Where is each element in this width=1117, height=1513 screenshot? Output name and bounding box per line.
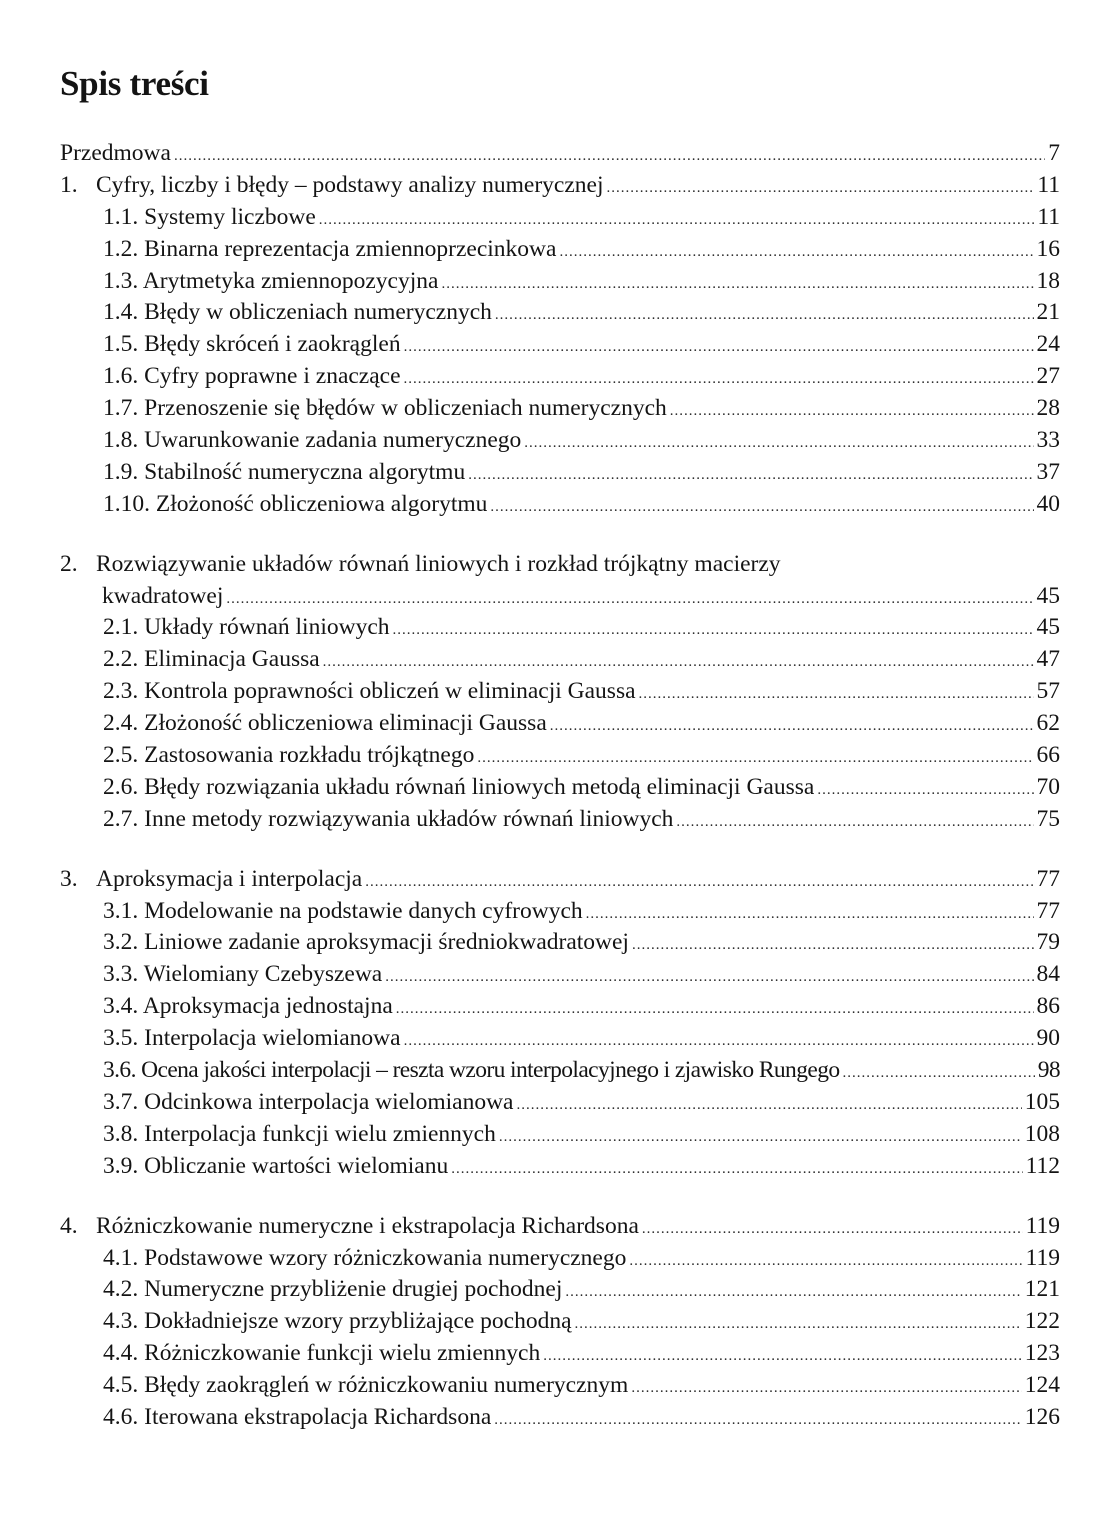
toc-page-number: 62: [1036, 710, 1060, 737]
dot-leader: [559, 244, 1033, 261]
toc-chapter-1[interactable]: [60, 172, 1060, 204]
dot-leader: [477, 750, 1033, 767]
toc-page-number: 11: [1037, 203, 1060, 230]
toc-page-number: 21: [1036, 299, 1060, 326]
section-title: 4.2. Numeryczne przybliżenie drugiej pochodnej: [103, 1276, 563, 1303]
dot-leader: [639, 686, 1034, 703]
toc-entry-2-3[interactable]: [60, 678, 1060, 710]
toc-page-number: 7: [1048, 140, 1060, 166]
toc-page-number: 126: [1024, 1403, 1060, 1430]
toc-page-number: 75: [1036, 805, 1060, 832]
toc-page-number: 40: [1036, 490, 1060, 517]
section-title: 1.6. Cyfry poprawne i znaczące: [103, 363, 401, 390]
section-title: 3.5. Interpolacja wielomianowa: [103, 1025, 401, 1052]
toc-page-number: 86: [1036, 993, 1060, 1020]
section-title: 1.5. Błędy skróceń i zaokrągleń: [103, 331, 401, 358]
chapter-title: Różniczkowanie numeryczne i ekstrapolacja Richardsona: [96, 1212, 639, 1239]
dot-leader: [451, 1161, 1022, 1178]
section-title: 3.4. Aproksymacja jednostajna: [103, 993, 393, 1020]
toc-page-number: 28: [1036, 395, 1060, 422]
toc-entry-3-7[interactable]: [60, 1089, 1060, 1121]
section-title: 1.1. Systemy liczbowe: [103, 203, 316, 230]
toc-entry-1-3[interactable]: [60, 268, 1060, 300]
section-title: 4.3. Dokładniejsze wzory przybliżające pochodną: [103, 1308, 572, 1335]
toc-entry-1-6[interactable]: [60, 363, 1060, 395]
dot-leader: [404, 371, 1034, 388]
toc-page-number: 18: [1036, 267, 1060, 294]
dot-leader: [226, 591, 1033, 608]
toc-page-number: 24: [1036, 331, 1060, 358]
chapter-number: 3.: [60, 865, 78, 892]
section-title: 1.8. Uwarunkowanie zadania numerycznego: [103, 427, 522, 454]
toc-entry-1-5[interactable]: [60, 331, 1060, 363]
section-title: 2.1. Układy równań liniowych: [103, 614, 390, 641]
section-title: 1.4. Błędy w obliczeniach numerycznych: [103, 299, 492, 326]
dot-leader: [319, 212, 1035, 229]
toc-entry-1-9[interactable]: [60, 459, 1060, 491]
dot-leader: [629, 1253, 1022, 1270]
dot-leader: [670, 403, 1034, 420]
toc-entry-4-5[interactable]: [60, 1372, 1060, 1404]
toc-chapter-4[interactable]: [60, 1213, 1060, 1245]
toc-page-number: 90: [1036, 1025, 1060, 1052]
toc-page-number: 77: [1036, 865, 1060, 892]
toc-entry-2-5[interactable]: [60, 742, 1060, 774]
toc-page-number: 105: [1024, 1088, 1060, 1115]
dot-leader: [365, 874, 1033, 891]
toc-entry-1-7[interactable]: [60, 395, 1060, 427]
toc-entry-2-6[interactable]: [60, 774, 1060, 806]
dot-leader: [499, 1129, 1022, 1146]
toc-entry-3-2[interactable]: [60, 929, 1060, 961]
section-title: 2.6. Błędy rozwiązania układu równań liniowych metodą eliminacji Gaussa: [103, 773, 815, 800]
section-title: 2.3. Kontrola poprawności obliczeń w eliminacji Gaussa: [103, 678, 636, 705]
toc-page-number: 45: [1036, 614, 1060, 641]
toc-entry-preface[interactable]: [60, 140, 1060, 172]
section-title: 1.10. Złożoność obliczeniowa algorytmu: [103, 490, 488, 517]
toc-entry-2-1[interactable]: [60, 614, 1060, 646]
toc-page-number: 37: [1036, 458, 1060, 485]
toc-page-number: 11: [1037, 171, 1060, 198]
dot-leader: [632, 937, 1034, 954]
dot-leader: [385, 969, 1033, 986]
toc-chapter-2-line1[interactable]: [60, 551, 1060, 583]
chapter-title-continued: kwadratowej: [102, 582, 224, 609]
toc-page-number: 70: [1036, 773, 1060, 800]
toc-page-number: 27: [1036, 363, 1060, 390]
toc-entry-4-6[interactable]: [60, 1404, 1060, 1436]
toc-entry-1-8[interactable]: [60, 427, 1060, 459]
dot-leader: [817, 782, 1033, 799]
toc-section-1: [60, 140, 1060, 523]
section-title: 2.5. Zastosowania rozkładu trójkątnego: [103, 742, 475, 769]
section-title: 3.1. Modelowanie na podstawie danych cyfrowych: [103, 897, 583, 924]
chapter-number: 2.: [60, 550, 78, 577]
toc-page-number: 16: [1036, 235, 1060, 262]
toc-page-number: 108: [1024, 1120, 1060, 1147]
section-title: 1.7. Przenoszenie się błędów w obliczeniach numerycznych: [103, 395, 667, 422]
dot-leader: [490, 499, 1033, 516]
toc-entry-4-4[interactable]: [60, 1340, 1060, 1372]
toc-entry-1-1[interactable]: [60, 204, 1060, 236]
toc-page-number: 98: [1037, 1057, 1060, 1084]
toc-entry-3-3[interactable]: [60, 961, 1060, 993]
toc-entry-3-6[interactable]: [60, 1057, 1060, 1089]
section-title: 3.3. Wielomiany Czebyszewa: [103, 961, 383, 988]
dot-leader: [404, 1033, 1034, 1050]
section-title: 3.7. Odcinkowa interpolacja wielomianowa: [103, 1088, 514, 1115]
toc-section-2: [60, 551, 1060, 838]
section-title: 1.3. Arytmetyka zmiennopozycyjna: [103, 267, 439, 294]
toc-page-number: 119: [1025, 1212, 1060, 1239]
toc-entry-1-10[interactable]: [60, 491, 1060, 523]
toc-page-number: 121: [1024, 1276, 1060, 1303]
toc-entry-3-1[interactable]: [60, 898, 1060, 930]
dot-leader: [494, 1412, 1022, 1429]
dot-leader: [843, 1065, 1035, 1082]
toc-page-number: 33: [1036, 427, 1060, 454]
toc-entry-2-4[interactable]: [60, 710, 1060, 742]
section-title: 2.4. Złożoność obliczeniowa eliminacji Gaussa: [103, 710, 547, 737]
toc-page-number: 122: [1024, 1308, 1060, 1335]
toc-entry-4-3[interactable]: [60, 1308, 1060, 1340]
dot-leader: [468, 467, 1033, 484]
section-title: 4.5. Błędy zaokrągleń w różniczkowaniu numerycznym: [103, 1372, 629, 1399]
toc-page-number: 47: [1036, 646, 1060, 673]
dot-leader: [174, 148, 1045, 165]
toc-chapter-3[interactable]: [60, 866, 1060, 898]
section-title: 4.4. Różniczkowanie funkcji wielu zmiennych: [103, 1340, 541, 1367]
toc-page-number: 66: [1036, 742, 1060, 769]
dot-leader: [543, 1348, 1022, 1365]
dot-leader: [550, 718, 1034, 735]
toc-entry-2-7[interactable]: [60, 806, 1060, 838]
dot-leader: [393, 622, 1034, 639]
toc-page-number: 77: [1036, 897, 1060, 924]
page-title: Spis treści: [60, 64, 209, 103]
section-title: 3.2. Liniowe zadanie aproksymacji średniokwadratowej: [103, 929, 629, 956]
dot-leader: [631, 1380, 1021, 1397]
dot-leader: [441, 276, 1033, 293]
toc-entry-3-5[interactable]: [60, 1025, 1060, 1057]
section-title: 2.2. Eliminacja Gaussa: [103, 646, 320, 673]
toc-entry-4-1[interactable]: [60, 1245, 1060, 1277]
toc-entry-2-2[interactable]: [60, 646, 1060, 678]
section-title: 4.6. Iterowana ekstrapolacja Richardsona: [103, 1403, 492, 1430]
toc-entry-label: Przedmowa: [60, 140, 171, 166]
dot-leader: [495, 307, 1034, 324]
table-of-contents: [60, 140, 1060, 1464]
dot-leader: [323, 654, 1034, 671]
toc-entry-1-2[interactable]: [60, 236, 1060, 268]
toc-page-number: 79: [1036, 929, 1060, 956]
chapter-title: Rozwiązywanie układów równań liniowych i rozkład trójkątny macierzy: [96, 550, 781, 577]
toc-page-number: 45: [1036, 582, 1060, 609]
section-title: 4.1. Podstawowe wzory różniczkowania numerycznego: [103, 1244, 627, 1271]
toc-entry-1-4[interactable]: [60, 299, 1060, 331]
chapter-title: Aproksymacja i interpolacja: [96, 865, 363, 892]
dot-leader: [524, 435, 1033, 452]
dot-leader: [586, 906, 1034, 923]
section-title: 2.7. Inne metody rozwiązywania układów równań liniowych: [103, 805, 674, 832]
section-title: 1.2. Binarna reprezentacja zmiennoprzecinkowa: [103, 235, 557, 262]
toc-section-3: [60, 866, 1060, 1185]
section-title: 3.8. Interpolacja funkcji wielu zmiennych: [103, 1120, 496, 1147]
chapter-number: 4.: [60, 1212, 78, 1239]
dot-leader: [396, 1001, 1034, 1018]
chapter-title: Cyfry, liczby i błędy – podstawy analizy numerycznej: [96, 171, 604, 198]
section-title: 3.9. Obliczanie wartości wielomianu: [103, 1152, 449, 1179]
toc-page-number: 124: [1024, 1372, 1060, 1399]
toc-section-4: [60, 1213, 1060, 1436]
section-title: 1.9. Stabilność numeryczna algorytmu: [103, 458, 466, 485]
toc-page-number: 123: [1024, 1340, 1060, 1367]
chapter-number: 1.: [60, 171, 78, 198]
toc-entry-4-2[interactable]: [60, 1276, 1060, 1308]
toc-page-number: 112: [1025, 1152, 1060, 1179]
section-title: 3.6. Ocena jakości interpolacji – reszta wzoru interpolacyjnego i zjawisko Rungego: [103, 1057, 840, 1084]
dot-leader: [642, 1221, 1023, 1238]
dot-leader: [607, 180, 1035, 197]
toc-entry-3-9[interactable]: [60, 1153, 1060, 1185]
toc-page-number: 84: [1036, 961, 1060, 988]
toc-page-number: 57: [1036, 678, 1060, 705]
toc-entry-3-8[interactable]: [60, 1121, 1060, 1153]
dot-leader: [404, 339, 1034, 356]
dot-leader: [575, 1316, 1022, 1333]
toc-entry-3-4[interactable]: [60, 993, 1060, 1025]
dot-leader: [516, 1097, 1021, 1114]
dot-leader: [676, 814, 1033, 831]
toc-page-number: 119: [1025, 1244, 1060, 1271]
toc-chapter-2-line2[interactable]: [60, 583, 1060, 615]
dot-leader: [565, 1284, 1021, 1301]
